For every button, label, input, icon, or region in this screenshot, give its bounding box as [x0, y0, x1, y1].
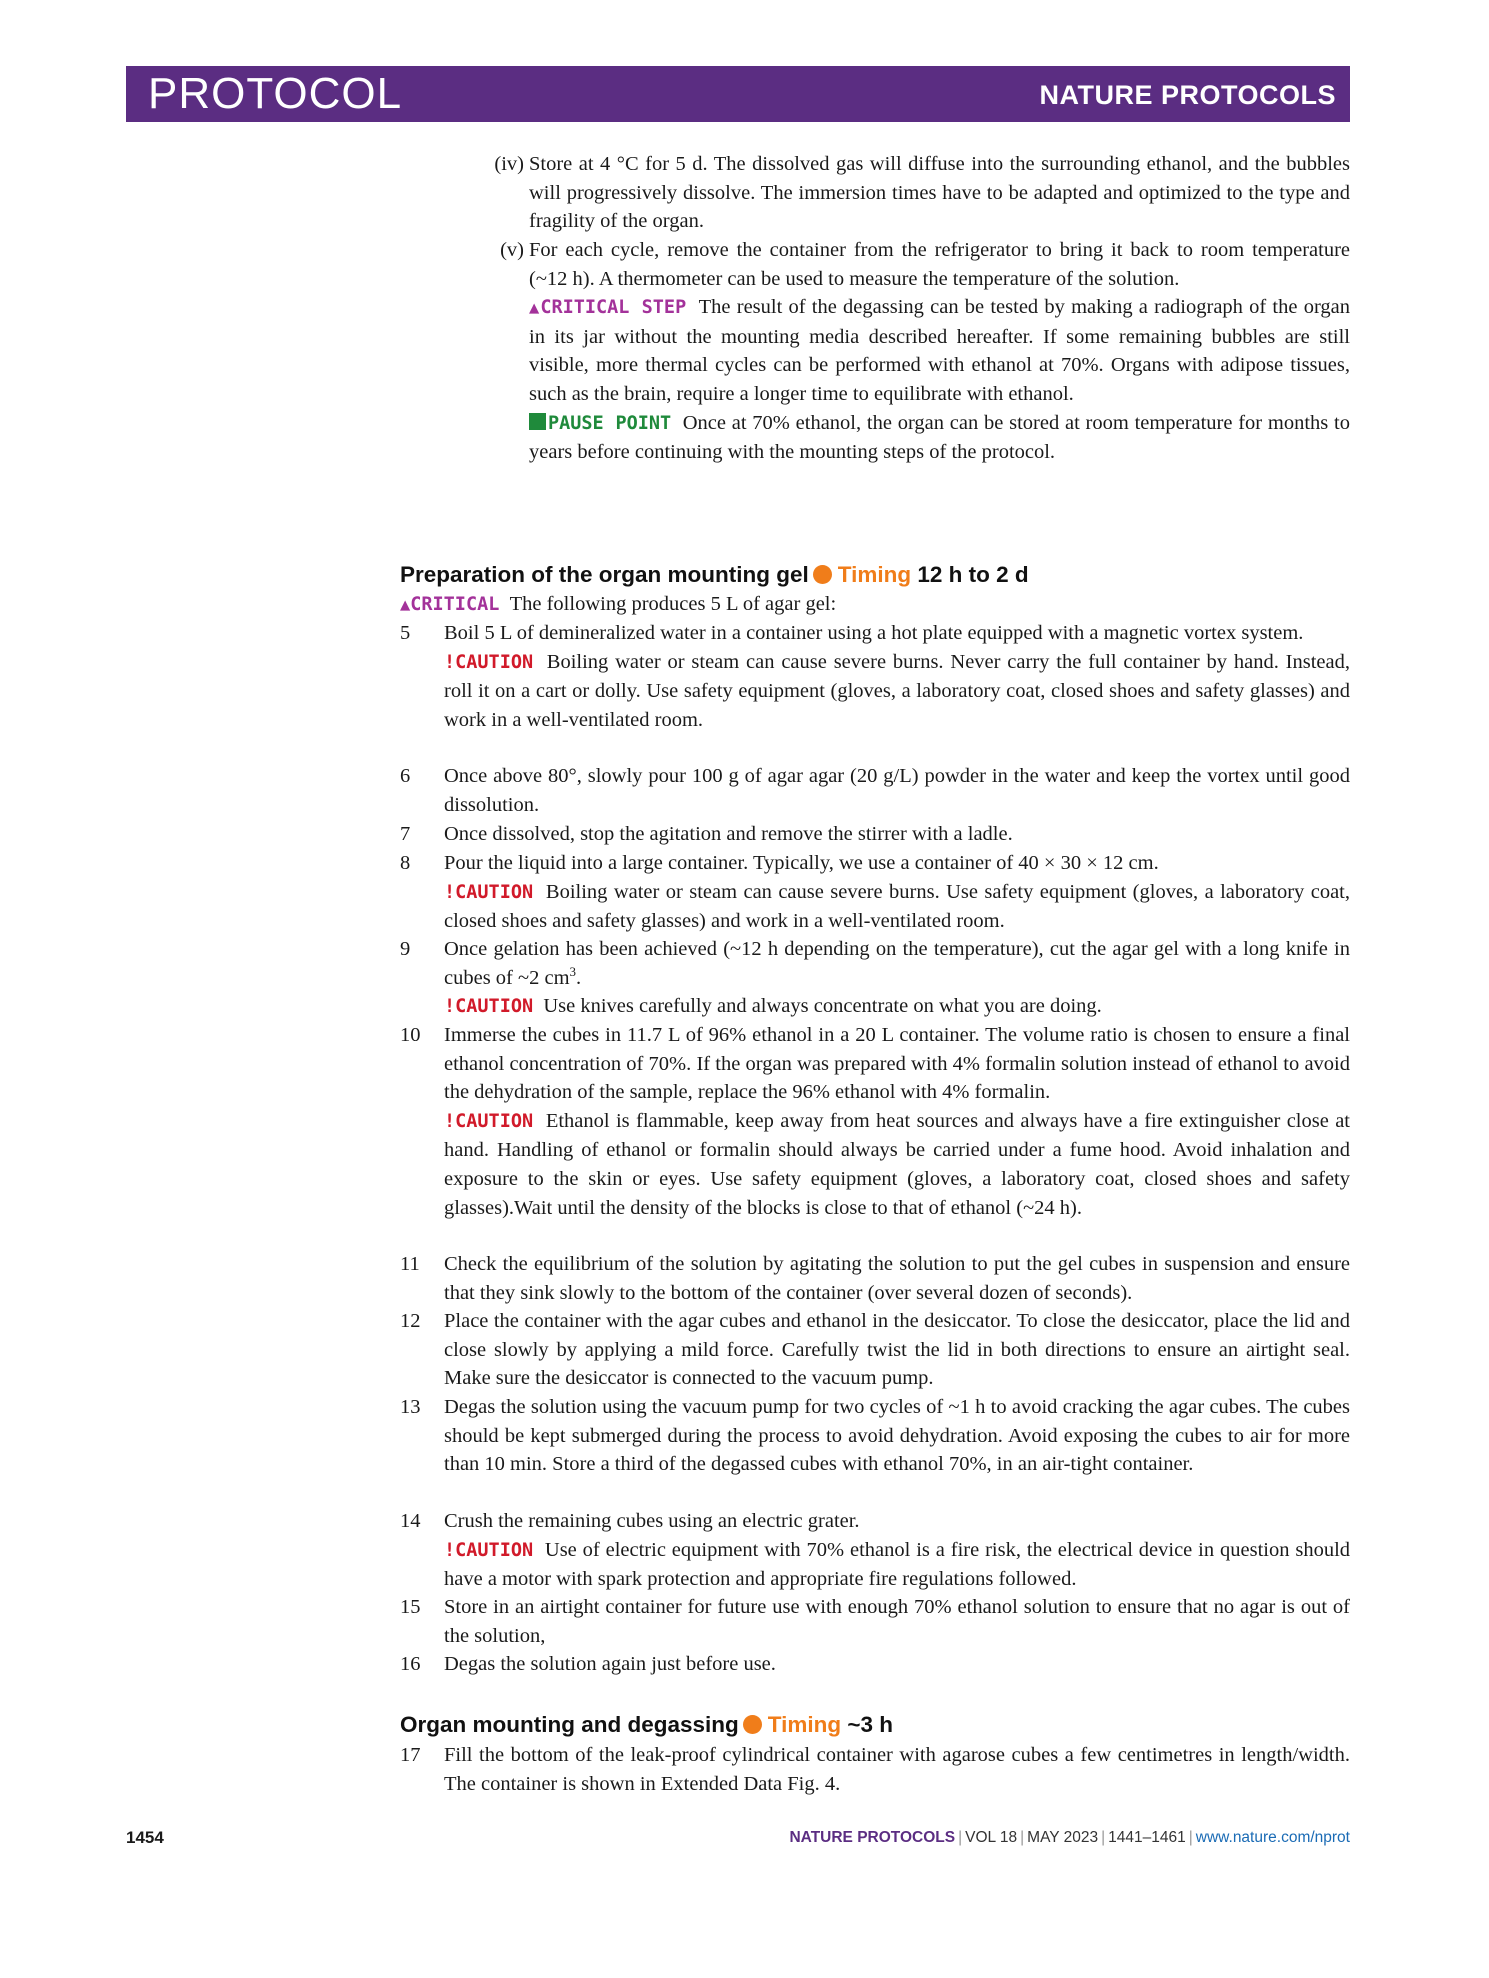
step-12	[400, 1307, 1350, 1393]
step-8	[400, 849, 1350, 936]
substep-text: Store at 4 °C for 5 d. The dissolved gas will diffuse into the surrounding ethanol, and the bubbles will progressively dissolve. The immersion times have to be adapted and optimized to the type and fragility of the organ.	[529, 153, 1350, 233]
step-number: 15	[400, 1596, 421, 1618]
journal-label: NATURE PROTOCOLS	[1039, 80, 1336, 110]
step-text: Once above 80°, slowly pour 100 g of agar agar (20 g/L) powder in the water and keep the vortex until good dissolution.	[444, 765, 1350, 816]
footer-date: MAY 2023	[1027, 1829, 1099, 1846]
exclamation-icon: !	[444, 1110, 456, 1132]
footer-journal: NATURE PROTOCOLS	[789, 1829, 956, 1846]
substep-iv	[480, 150, 1350, 236]
substep-text: For each cycle, remove the container from the refrigerator to bring it back to room temperature (~12 h). A thermometer can be used to measure the temperature of the solution.	[529, 239, 1350, 290]
step-15	[400, 1593, 1350, 1650]
timing-dot-icon	[813, 565, 832, 584]
section-heading-mounting: Organ mounting and degassing Timing ~3 h	[400, 1712, 894, 1737]
critical-note: ▲CRITICAL The following produces 5 L of agar gel:	[400, 593, 837, 615]
caution-note: !CAUTION Use knives carefully and always concentrate on what you are doing.	[444, 995, 1102, 1018]
step-text: Store in an airtight container for future use with enough 70% ethanol solution to ensure that no agar is out of the solution,	[444, 1596, 1350, 1647]
triangle-icon: ▲	[400, 595, 411, 615]
step-5	[400, 619, 1350, 734]
step-17	[400, 1741, 1350, 1798]
section-heading-gel: Preparation of the organ mounting gel Timing 12 h to 2 d	[400, 562, 1029, 587]
step-number: 12	[400, 1310, 421, 1332]
step-13	[400, 1393, 1350, 1479]
page-number: 1454	[126, 1828, 164, 1847]
step-text: Once dissolved, stop the agitation and remove the stirrer with a ladle.	[444, 823, 1013, 845]
pause-point-label: PAUSE POINT	[529, 413, 671, 434]
step-text: Place the container with the agar cubes and ethanol in the desiccator. To close the desiccator, place the lid and close slowly by applying a mild force. Carefully twist the lid in both directions to ensure an airtight seal. Make sure the desiccator is connected to the vacuum pump.	[444, 1310, 1350, 1390]
exclamation-icon: !	[444, 1539, 456, 1561]
step-number: 6	[400, 765, 411, 787]
footer-url-link[interactable]: www.nature.com/nprot	[1195, 1829, 1350, 1846]
critical-step-label: ▲CRITICAL STEP	[529, 297, 687, 319]
footer-volume: VOL 18	[965, 1829, 1018, 1846]
step-text: Degas the solution using the vacuum pump for two cycles of ~1 h to avoid cracking the agar cubes. The cubes should be kept submerged during the process to avoid dehydration. Avoid exposing the cubes to air for more than 10 min. Store a third of the degassed cubes with ethanol 70%, in an air-tight container.	[444, 1396, 1350, 1476]
exclamation-icon: !	[444, 651, 456, 673]
step-text: Check the equilibrium of the solution by agitating the solution to put the gel cubes in suspension and ensure that they sink slowly to the bottom of the container (over several dozen of seconds).	[444, 1253, 1350, 1304]
step-text: Immerse the cubes in 11.7 L of 96% ethanol in a 20 L container. The volume ratio is chosen to ensure a final ethanol concentration of 70%. If the organ was prepared with 4% formalin solution instead of ethanol to avoid the dehydration of the sample, replace the 96% ethanol with 4% formalin.	[444, 1024, 1350, 1104]
step-11	[400, 1250, 1350, 1307]
exclamation-icon: !	[444, 996, 456, 1018]
caution-label: !CAUTION	[444, 651, 534, 673]
triangle-icon: ▲	[529, 298, 541, 319]
critical-step-note: ▲CRITICAL STEP The result of the degassing can be tested by making a radiograph of the organ in its jar without the mounting media described hereafter. If some remaining bubbles are still visible, more thermal cycles can be performed with ethanol at 70%. Organs with adipose tissues, such as the brain, require a longer time to equilibrate with ethanol.	[529, 296, 1350, 405]
caution-note: !CAUTION Boiling water or steam can cause severe burns. Never carry the full container by hand. Instead, roll it on a cart or dolly. Use safety equipment (gloves, a laboratory coat, closed shoes and safety glasses) and work in a well-ventilated room.	[444, 650, 1350, 731]
step-7	[400, 820, 1350, 849]
footer-pages: 1441–1461	[1108, 1829, 1186, 1846]
step-number: 8	[400, 852, 411, 874]
critical-label: ▲CRITICAL	[400, 594, 500, 615]
square-icon	[529, 413, 546, 430]
caution-note: !CAUTION Ethanol is flammable, keep away from heat sources and always have a fire extinguisher close at hand. Handling of ethanol or formalin should always be carried under a fume hood. Avoid inhalation and exposure to the skin or eyes. Use safety equipment (gloves, a laboratory coat, closed shoes and safety glasses).Wait until the density of the blocks is close to that of ethanol (~24 h).	[444, 1109, 1350, 1219]
step-number: 13	[400, 1396, 421, 1418]
step-number: 17	[400, 1744, 421, 1766]
step-16	[400, 1650, 1350, 1679]
exclamation-icon: !	[444, 881, 456, 903]
step-number: 7	[400, 823, 411, 845]
substep-v	[480, 236, 1350, 467]
step-number: 9	[400, 938, 411, 960]
step-number: 14	[400, 1510, 421, 1532]
caution-label: !CAUTION	[444, 1110, 534, 1132]
step-10	[400, 1021, 1350, 1222]
caution-label: !CAUTION	[444, 996, 534, 1018]
caution-label: !CAUTION	[444, 881, 534, 903]
step-text: Pour the liquid into a large container. Typically, we use a container of 40 × 30 × 12 cm.	[444, 852, 1159, 874]
caution-note: !CAUTION Boiling water or steam can cause severe burns. Use safety equipment (gloves, a laboratory coat, closed shoes and safety glasses) and work in a well-ventilated room.	[444, 880, 1350, 933]
step-number: 5	[400, 622, 411, 644]
step-text: Crush the remaining cubes using an electric grater.	[444, 1510, 860, 1532]
step-number: 16	[400, 1653, 421, 1675]
step-14	[400, 1507, 1350, 1594]
timing-dot-icon	[743, 1715, 762, 1734]
section-label: PROTOCOL	[148, 69, 403, 118]
step-6	[400, 762, 1350, 819]
substep-number: (v)	[500, 239, 524, 261]
step-number: 11	[400, 1253, 420, 1275]
substep-number: (iv)	[494, 153, 524, 175]
step-number: 10	[400, 1024, 421, 1046]
step-text: Boil 5 L of demineralized water in a container using a hot plate equipped with a magnetic vortex system.	[444, 622, 1304, 644]
footer-citation: NATURE PROTOCOLS | VOL 18 | MAY 2023 | 1441–1461 | www.nature.com/nprot	[789, 1829, 1350, 1846]
caution-label: !CAUTION	[444, 1539, 534, 1561]
pause-point-note: PAUSE POINT Once at 70% ethanol, the organ can be stored at room temperature for months to years before continuing with the mounting steps of the protocol.	[529, 411, 1350, 464]
step-9	[400, 935, 1350, 1022]
step-text: Fill the bottom of the leak-proof cylindrical container with agarose cubes a few centimetres in length/width. The container is shown in Extended Data Fig. 4.	[444, 1744, 1350, 1795]
step-text: Once gelation has been achieved (~12 h depending on the temperature), cut the agar gel with a long knife in cubes of ~2 $cm^3$.	[444, 938, 1350, 989]
step-text: Degas the solution again just before use.	[444, 1653, 776, 1675]
caution-note: !CAUTION Use of electric equipment with 70% ethanol is a fire risk, the electrical device in question should have a motor with spark protection and appropriate fire regulations followed.	[444, 1538, 1351, 1591]
header-bar	[126, 66, 1350, 122]
